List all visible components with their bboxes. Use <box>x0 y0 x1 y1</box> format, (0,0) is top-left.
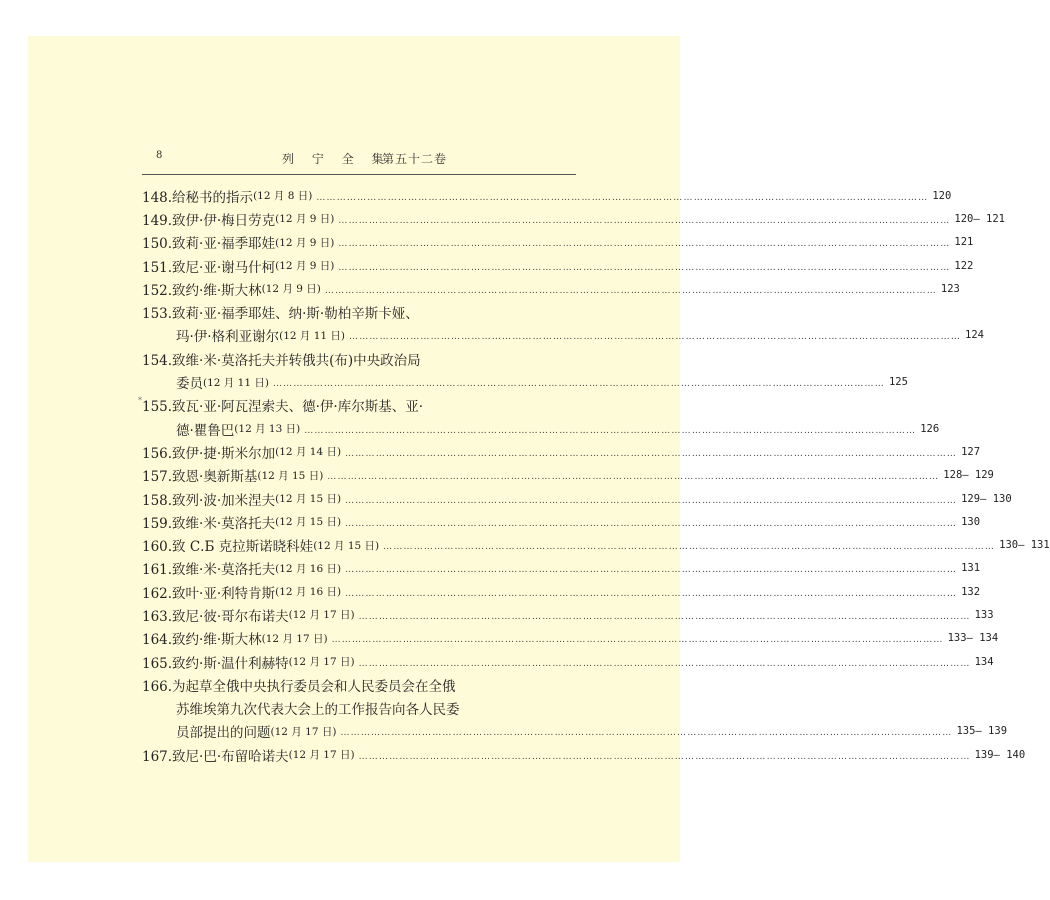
entry-date: (12 月 13 日) <box>234 423 301 436</box>
toc-entry-line <box>142 487 1012 510</box>
page-reference: 131 <box>961 562 981 575</box>
page-reference: 121 <box>954 236 974 249</box>
entry-title: 162.致叶·亚·利特肯斯 <box>142 585 276 602</box>
entry-title: 150.致莉·亚·福季耶娃 <box>142 236 276 253</box>
toc-entry-line <box>142 184 952 207</box>
header-rule <box>142 174 576 175</box>
leader-dots: ……………………………………………………………………………………………………………………………………………………………… <box>327 472 940 483</box>
leader-dots: ……………………………………………………………………………………………………………………………………………………………… <box>358 658 971 669</box>
leader-dots: ……………………………………………………………………………………………………………………………………………………………… <box>345 588 958 599</box>
page-number: 8 <box>156 150 163 161</box>
toc-entry-line <box>142 464 994 487</box>
toc-entry-line <box>142 603 994 626</box>
entry-date: (12 月 11 日) <box>279 329 346 342</box>
entry-title: 委员 <box>176 376 203 393</box>
leader-dots: ……………………………………………………………………………………………………………………………………………………………… <box>272 379 885 390</box>
page-reference: 134 <box>974 655 994 668</box>
entry-title: 德·瞿鲁巴 <box>176 422 235 439</box>
leader-dots: ……………………………………………………………………………………………………………………………………………………………… <box>345 448 958 459</box>
entry-date: (12 月 9 日) <box>275 213 335 226</box>
entry-title: 148.给秘书的指示 <box>142 189 254 206</box>
leader-dots: ……………………………………………………………………………………………………………………………………………………………… <box>338 262 951 273</box>
leader-dots: ……………………………………………………………………………………………………………………………………………………………… <box>345 495 958 506</box>
entry-title: 158.致列·波·加米涅夫 <box>142 492 276 509</box>
page-reference: 135— 139 <box>956 725 1008 738</box>
leader-dots: ……………………………………………………………………………………………………………………………………………………………… <box>383 542 996 553</box>
leader-dots: ……………………………………………………………………………………………………………………………………………………………… <box>358 611 971 622</box>
entry-title: 159.致维·米·莫洛托夫 <box>142 515 276 532</box>
entry-title: 155.致瓦·亚·阿瓦涅索夫、德·伊·库尔斯基、亚· <box>142 399 424 416</box>
toc-entry-line <box>142 557 981 580</box>
toc-entry-line <box>142 720 1008 743</box>
book-title: 列 宁 全 集 <box>282 152 391 166</box>
leader-dots: ……………………………………………………………………………………………………………………………………………………………… <box>358 751 971 762</box>
entry-date: (12 月 15 日) <box>257 469 324 482</box>
entry-date: (12 月 17 日) <box>288 749 355 762</box>
entry-title: 157.致恩·奥新斯基 <box>142 469 258 486</box>
table-of-contents <box>138 184 1050 766</box>
page-reference: 126 <box>920 422 940 435</box>
page-reference: 132 <box>961 585 981 598</box>
entry-date: (12 月 15 日) <box>275 516 342 529</box>
entry-title: 156.致伊·捷·斯米尔加 <box>142 445 276 462</box>
entry-date: (12 月 17 日) <box>270 725 337 738</box>
entry-date: (12 月 17 日) <box>288 656 355 669</box>
entry-date: (12 月 15 日) <box>313 539 380 552</box>
entry-date: (12 月 9 日) <box>261 283 321 296</box>
toc-entry-line <box>142 650 994 673</box>
toc-entry-line <box>142 440 981 463</box>
leader-dots: ……………………………………………………………………………………………………………………………………………………………… <box>345 518 958 529</box>
toc-entry-line <box>142 417 940 440</box>
entry-date: (12 月 14 日) <box>275 446 342 459</box>
toc-entry-line <box>142 347 576 370</box>
toc-entry-line <box>142 277 960 300</box>
entry-title: 167.致尼·巴·布留哈诺夫 <box>142 748 289 765</box>
toc-entry-line <box>142 231 974 254</box>
leader-dots: ……………………………………………………………………………………………………………………………………………………………… <box>304 425 917 436</box>
leader-dots: ……………………………………………………………………………………………………………………………………………………………… <box>338 239 951 250</box>
entry-date: (12 月 17 日) <box>261 632 328 645</box>
entry-title: 152.致约·维·斯大林 <box>142 282 262 299</box>
page-reference: 124 <box>965 329 984 342</box>
entry-date: (12 月 11 日) <box>203 376 269 389</box>
entry-title: 玛·伊·格利亚谢尔 <box>176 329 280 346</box>
entry-date: (12 月 15 日) <box>275 493 342 505</box>
entry-title: 163.致尼·彼·哥尔布诺夫 <box>142 608 289 625</box>
page-reference: 129— 130 <box>961 492 1012 505</box>
page-reference: 123 <box>940 282 960 295</box>
toc-entry-line <box>142 254 974 277</box>
entry-title: 151.致尼·亚·谢马什柯 <box>142 259 276 276</box>
toc-entry-line <box>142 370 908 393</box>
entry-title: 165.致约·斯·温什利赫特 <box>142 655 289 672</box>
toc-entry-line <box>142 324 984 347</box>
entry-title: 164.致约·维·斯大林 <box>142 632 262 649</box>
toc-entry-line <box>142 580 981 603</box>
page-reference: 139— 140 <box>974 748 1026 761</box>
entry-date: (12 月 17 日) <box>288 609 355 622</box>
page-reference: 120 <box>932 189 952 202</box>
volume-label: 第五十二卷 <box>382 152 448 166</box>
entry-title: 苏维埃第九次代表大会上的工作报告向各人民委 <box>176 702 460 719</box>
leader-dots: ……………………………………………………………………………………………………………………………………………………………… <box>338 215 951 226</box>
running-head <box>142 150 576 170</box>
page-reference: 128— 129 <box>943 469 994 482</box>
leader-dots: ……………………………………………………………………………………………………………………………………………………………… <box>316 192 929 203</box>
page-reference: 127 <box>961 445 981 458</box>
toc-entry-line <box>142 697 576 720</box>
entry-date: (12 月 16 日) <box>275 586 342 599</box>
toc-entry-line <box>142 743 1026 766</box>
entry-date: (12 月 8 日) <box>253 190 313 203</box>
toc-entry-line <box>142 533 1050 556</box>
entry-title: 166.为起草全俄中央执行委员会和人民委员会在全俄 <box>142 678 456 695</box>
page-reference: 133— 134 <box>947 632 999 645</box>
leader-dots: ……………………………………………………………………………………………………………………………………………………………… <box>324 285 937 296</box>
entry-title: 153.致莉·亚·福季耶娃、纳·斯·勒柏辛斯卡娅、 <box>142 306 419 323</box>
entry-title: 149.致伊·伊·梅日劳克 <box>142 212 276 229</box>
entry-title: 160.致 С.Б 克拉斯诺晓科娃 <box>142 539 314 556</box>
entry-title: 161.致维·米·莫洛托夫 <box>142 562 276 579</box>
leader-dots: ……………………………………………………………………………………………………………………………………………………………… <box>340 728 953 739</box>
page-reference: 130 <box>961 515 981 528</box>
toc-entry-line <box>142 300 576 323</box>
leader-dots: ……………………………………………………………………………………………………………………………………………………………… <box>349 332 962 343</box>
page-reference: 130— 131 <box>999 539 1050 552</box>
page-reference: 122 <box>954 259 974 272</box>
entry-title: 员部提出的问题 <box>176 725 271 742</box>
page-reference: 133 <box>974 608 994 621</box>
leader-dots: ……………………………………………………………………………………………………………………………………………………………… <box>331 635 944 646</box>
leader-dots: ……………………………………………………………………………………………………………………………………………………………… <box>345 565 958 576</box>
page-reference: 120— 121 <box>954 212 1005 225</box>
page-reference: 125 <box>888 376 908 389</box>
entry-date: (12 月 9 日) <box>275 236 335 249</box>
toc-entry-line <box>142 673 576 696</box>
entry-date: (12 月 16 日) <box>275 562 342 575</box>
star-mark: * <box>138 395 142 405</box>
toc-entry-line <box>138 394 576 417</box>
entry-title: 154.致维·米·莫洛托夫并转俄共(布)中央政治局 <box>142 352 421 369</box>
toc-entry-line <box>142 627 999 650</box>
toc-entry-line <box>142 510 981 533</box>
entry-date: (12 月 9 日) <box>275 260 335 273</box>
toc-entry-line <box>142 207 1005 230</box>
